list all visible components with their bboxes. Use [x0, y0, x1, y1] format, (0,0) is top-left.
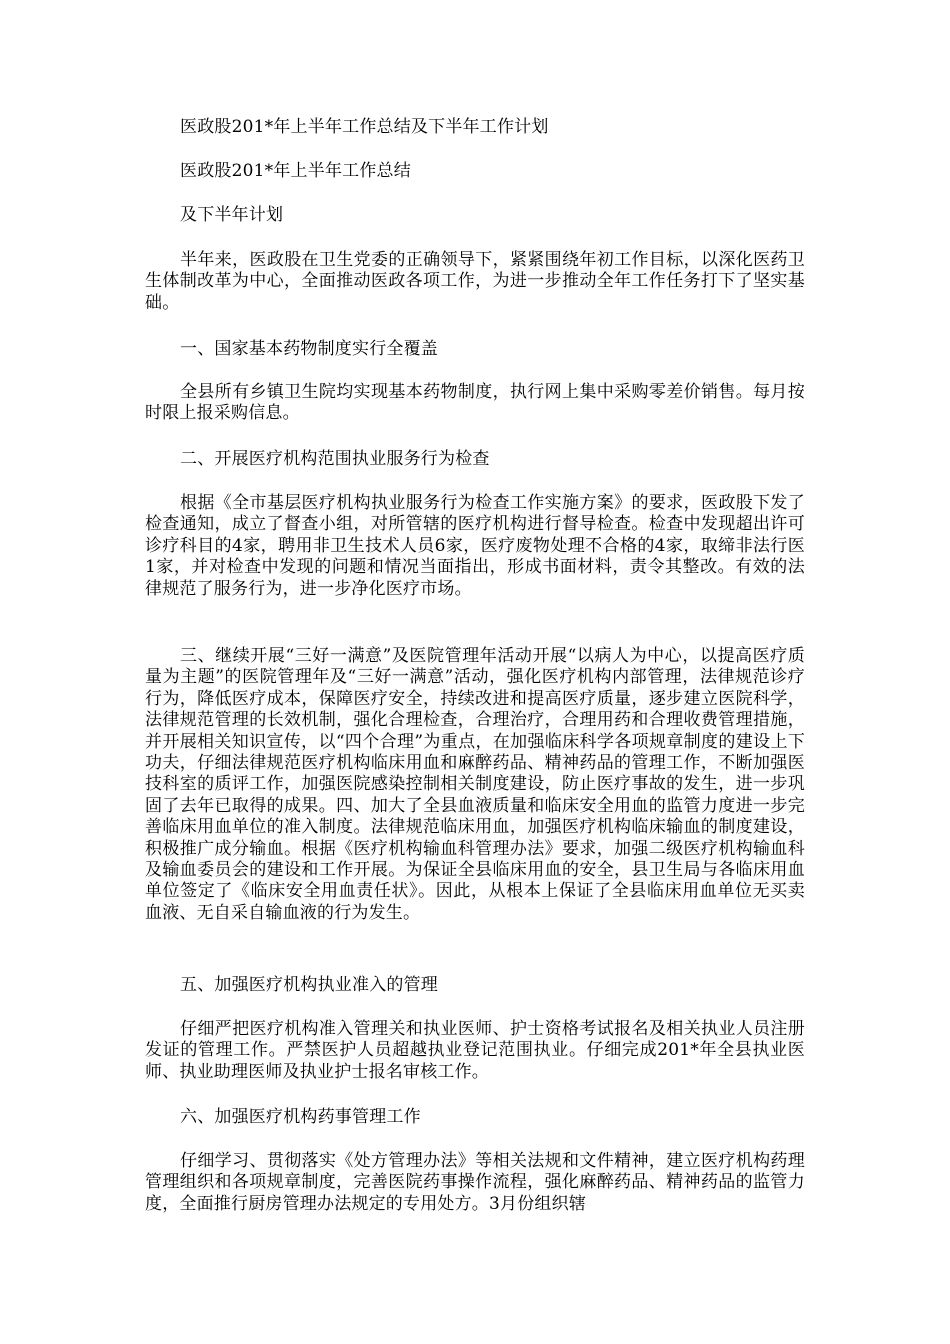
- section-body-6: 仔细学习、贯彻落实《处方管理办法》等相关法规和文件精神，建立医疗机构药理管理组织和各项规章制度，完善医院药事操作流程，强化麻醉药品、精神药品的监管力度，全面推行厨房管理办法规定的专用处方。3月份组织辖: [145, 1151, 805, 1214]
- section-heading-6: 六、加强医疗机构药事管理工作: [180, 1107, 421, 1127]
- section-body-2: 根据《全市基层医疗机构执业服务行为检查工作实施方案》的要求，医政股下发了检查通知，成立了督查小组，对所管辖的医疗机构进行督导检查。检查中发现超出许可诊疗科目的4家，聘用非卫生技术人员6家，医疗废物处理不合格的4家，取缔非法行医1家，并对检查中发现的问题和情况当面指出，形成书面材料，责令其整改。有效的法律规范了服务行为，进一步净化医疗市场。: [145, 493, 805, 599]
- document-subtitle-line-1: 医政股201*年上半年工作总结: [180, 161, 411, 181]
- intro-paragraph: 半年来，医政股在卫生党委的正确领导下，紧紧围绕年初工作目标，以深化医药卫生体制改革为中心，全面推动医政各项工作，为进一步推动全年工作任务打下了坚实基础。: [145, 250, 805, 313]
- section-body-3-4: 三、继续开展“三好一满意”及医院管理年活动开展“以病人为中心，以提高医疗质量为主题”的医院管理年及“三好一满意”活动，强化医疗机构内部管理，法律规范诊疗行为，降低医疗成本，保障医疗安全，持续改进和提高医疗质量，逐步建立医院科学，法律规范管理的长效机制，强化合理检查，合理治疗，合理用药和合理收费管理措施，并开展相关知识宣传，以“四个合理”为重点，在加强临床科学各项规章制度的建设上下功夫，仔细法律规范医疗机构临床用血和麻醉药品、精神药品的管理工作，不断加强医技科室的质评工作，加强医院感染控制相关制度建设，防止医疗事故的发生，进一步巩固了去年已取得的成果。四、加大了全县血液质量和临床安全用血的监管力度进一步完善临床用血单位的准入制度。法律规范临床用血，加强医疗机构临床输血的制度建设，积极推广成分输血。根据《医疗机构输血科管理办法》要求，加强二级医疗机构输血科及输血委员会的建设和工作开展。为保证全县临床用血的安全，县卫生局与各临床用血单位签定了《临床安全用血责任状》。因此，从根本上保证了全县临床用血单位无买卖血液、无自采自输血液的行为发生。: [145, 646, 805, 923]
- section-body-1: 全县所有乡镇卫生院均实现基本药物制度，执行网上集中采购零差价销售。每月按时限上报采购信息。: [145, 382, 805, 424]
- document-subtitle-line-2: 及下半年计划: [180, 205, 284, 225]
- section-body-5: 仔细严把医疗机构准入管理关和执业医师、护士资格考试报名及相关执业人员注册发证的管理工作。严禁医护人员超越执业登记范围执业。仔细完成201*年全县执业医师、执业助理医师及执业护士报名审核工作。: [145, 1019, 805, 1082]
- document-title: 医政股201*年上半年工作总结及下半年工作计划: [180, 117, 549, 137]
- section-heading-1: 一、国家基本药物制度实行全覆盖: [180, 339, 438, 359]
- section-heading-5: 五、加强医疗机构执业准入的管理: [180, 975, 438, 995]
- section-heading-2: 二、开展医疗机构范围执业服务行为检查: [180, 449, 490, 469]
